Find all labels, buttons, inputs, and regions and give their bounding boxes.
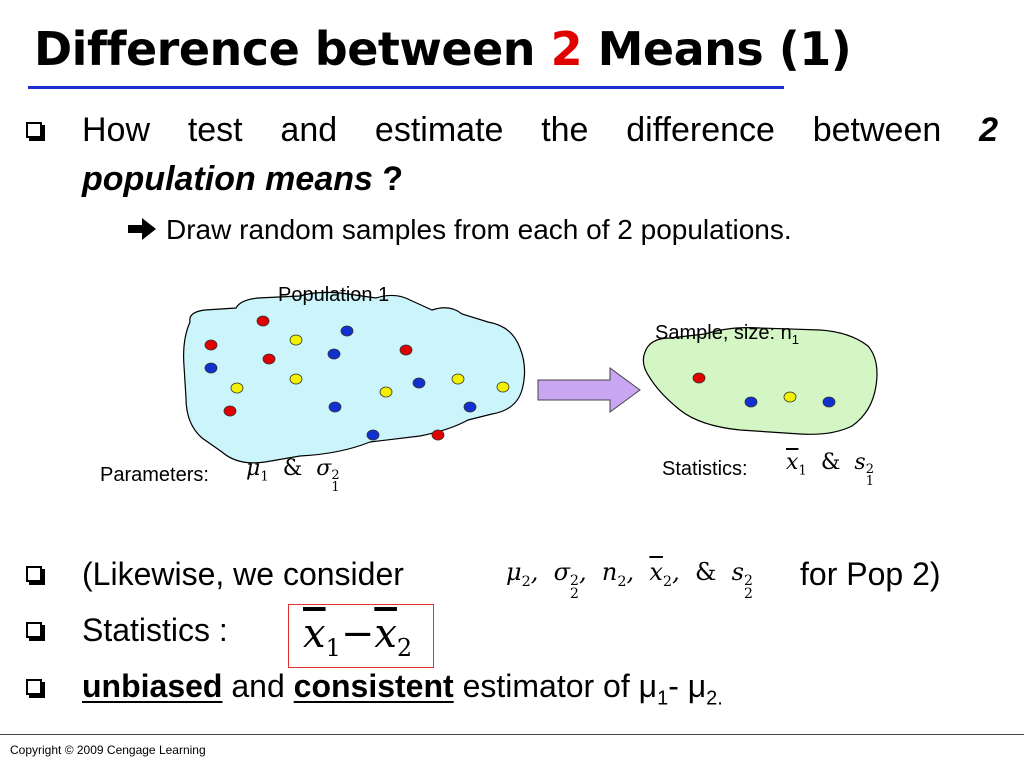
sample-label-text: Sample, size: n — [655, 322, 792, 344]
sigma2-sub: 2 — [570, 586, 579, 603]
bullet1-word: and — [280, 111, 338, 149]
mu-symbol: μ — [246, 456, 261, 481]
red-dot — [205, 340, 217, 350]
bullet4-sub1: 1 — [657, 687, 669, 710]
bullet2-math: $\mu_2$, σ 2 2 , $n_2$, $\overline{x}_2$, & s 2 2 — [506, 558, 753, 603]
mu-sub: 1 — [260, 469, 269, 485]
bullet-box-icon — [26, 566, 42, 582]
mu2-sub: 2 — [521, 573, 531, 590]
yellow-dot — [784, 392, 796, 402]
sigma2-sup: 2 — [570, 573, 579, 589]
bullet1-line2 — [82, 160, 403, 199]
bullet4-sub2: 2. — [706, 687, 723, 710]
statistics-math — [786, 450, 874, 489]
bullet-box-icon — [26, 622, 42, 638]
formula-x2: $\overline{x}$ — [374, 611, 397, 657]
xbar-sub: 1 — [798, 463, 807, 479]
bullet4-dash: - μ — [668, 668, 707, 704]
copyright-footer: Copyright © 2009 Cengage Learning — [10, 743, 206, 757]
population-label: Population 1 — [278, 284, 390, 306]
bullet4-and: and — [231, 668, 285, 704]
xbar2-sub: 2 — [662, 573, 673, 590]
difference-formula — [303, 611, 412, 662]
sample-label — [655, 322, 799, 347]
sigma-sup: 2 — [331, 468, 340, 483]
formula-x1: $\overline{x}$ — [303, 611, 326, 657]
s-sup: 2 — [865, 462, 874, 477]
red-dot — [263, 354, 275, 364]
bullet2-start: (Likewise, we consider — [82, 556, 404, 592]
blue-dot — [413, 378, 425, 388]
blue-dot — [745, 397, 757, 407]
bullet1-word: difference — [626, 111, 775, 149]
red-dot — [400, 345, 412, 355]
blue-dot — [341, 326, 353, 336]
red-dot — [224, 406, 236, 416]
yellow-dot — [380, 387, 392, 397]
s2-symbol: s — [731, 558, 744, 586]
parameters-math — [246, 456, 340, 495]
bullet-box-icon — [26, 679, 42, 695]
red-dot — [693, 373, 705, 383]
xbar2-symbol: $\overline{x}$ — [649, 558, 663, 586]
yellow-dot — [497, 382, 509, 392]
ampersand: & — [820, 450, 841, 475]
formula-sub1: 1 — [325, 634, 341, 662]
ampersand: & — [694, 558, 717, 586]
xbar-symbol: $\overline{x}$ — [786, 450, 799, 475]
bullet4-rest: estimator of μ — [462, 668, 658, 704]
blue-dot — [329, 402, 341, 412]
blue-dot — [205, 363, 217, 373]
red-dot — [257, 316, 269, 326]
consistent-term: consistent — [293, 668, 454, 704]
title-underline — [28, 86, 784, 89]
difference-formula-box — [288, 604, 434, 668]
blue-dot — [823, 397, 835, 407]
transfer-arrow-icon — [538, 368, 640, 412]
blue-dot — [464, 402, 476, 412]
bullet1-word: test — [187, 111, 243, 149]
sigma-symbol: σ — [316, 456, 332, 481]
bullet1-line1 — [82, 111, 998, 150]
s-symbol: s — [854, 450, 866, 475]
mu2-symbol: μ — [506, 558, 522, 586]
bullet1-word: between — [812, 111, 942, 149]
sample-label-sub: 1 — [791, 332, 799, 347]
slide-title — [34, 22, 851, 76]
bullet1-word: How — [82, 111, 151, 149]
yellow-dot — [452, 374, 464, 384]
bullet4-line — [82, 668, 723, 710]
bullet-box-icon — [26, 122, 42, 138]
sigma2-symbol: σ — [553, 558, 571, 586]
n2-symbol: n — [601, 558, 618, 586]
bullet2-end: for Pop 2) — [800, 556, 941, 592]
sub-point-text: Draw random samples from each of 2 populations. — [166, 214, 792, 245]
s-sub: 1 — [865, 474, 874, 490]
right-arrow-icon — [128, 218, 158, 240]
formula-minus: − — [340, 611, 375, 657]
s2-sup: 2 — [743, 573, 753, 589]
blue-dot — [367, 430, 379, 440]
red-dot — [432, 430, 444, 440]
yellow-dot — [290, 335, 302, 345]
parameters-label: Parameters: — [100, 464, 209, 486]
bullet1-word: the — [541, 111, 589, 149]
blue-dot — [328, 349, 340, 359]
statistics-label: Statistics: — [662, 458, 748, 480]
n2-sub: 2 — [617, 573, 627, 590]
sigma-sub: 1 — [331, 480, 340, 496]
footer-divider — [0, 734, 1024, 735]
title-prefix: Difference between — [34, 22, 536, 76]
bullet1-word: estimate — [374, 111, 504, 149]
ampersand: & — [282, 456, 303, 481]
title-suffix: Means (1) — [597, 22, 852, 76]
population-blob — [184, 292, 525, 462]
sub-point — [128, 214, 792, 246]
yellow-dot — [290, 374, 302, 384]
yellow-dot — [231, 383, 243, 393]
bullet1-emph-phrase: population means — [82, 160, 373, 198]
bullet1-question-mark: ? — [382, 160, 404, 198]
s2-sub: 2 — [743, 586, 753, 603]
formula-sub2: 2 — [396, 634, 413, 662]
bullet1-emph-number: 2 — [979, 111, 998, 149]
title-number: 2 — [550, 22, 583, 76]
unbiased-term: unbiased — [82, 668, 223, 704]
bullet3-label: Statistics : — [82, 612, 228, 648]
